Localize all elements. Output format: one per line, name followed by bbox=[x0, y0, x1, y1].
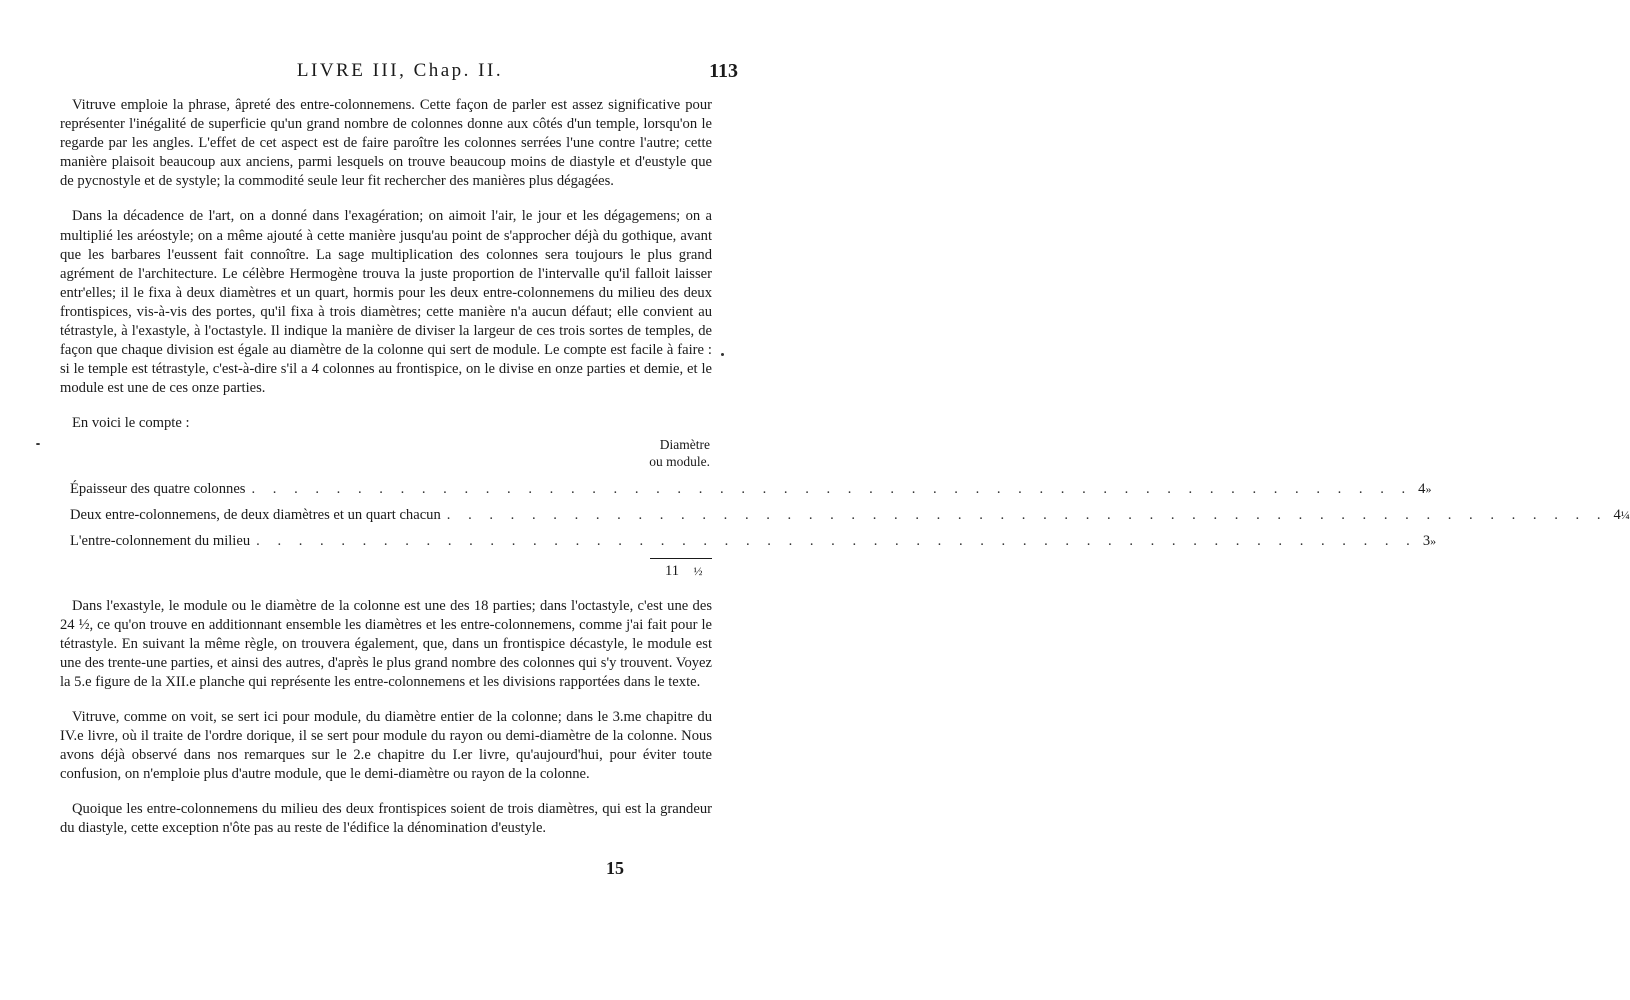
row-label: L'entre-colonnement du milieu bbox=[70, 532, 251, 549]
table-intro: En voici le compte : bbox=[72, 415, 190, 432]
page-header bbox=[60, 58, 740, 88]
row-fraction: » bbox=[1425, 481, 1432, 496]
paragraph-1: Vitruve emploie la phrase, âpreté des entre-colonnemens. Cette façon de parler est assez significative pour représenter l'inégalité de superficie qu'un grand nombre de colonnes donne aux côtés d'un temple, lorsqu'on le regarde par les angles. L'effet de cet aspect est de faire paroître les colonnes serrées l'une contre l'autre; cette manière plaisoit beaucoup aux anciens, parmi lesquels on trouve beaucoup moins de diastyle et d'eustyle que de pycnostyle et de systyle; la commodité seule leur fit rechercher des manières plus dégagées. bbox=[60, 97, 712, 190]
paragraph-5: Quoique les entre-colonnemens du milieu des deux frontispices soient de trois diamètres, qui est la grandeur du diastyle, cette exception n'ôte pas au reste de l'édifice la dénomination d'eustyle. bbox=[60, 801, 712, 837]
ink-speck bbox=[36, 443, 40, 445]
row-fraction: » bbox=[1430, 533, 1437, 548]
body-text bbox=[60, 96, 1630, 855]
paragraph-4: Vitruve, comme on voit, se sert ici pour module, du diamètre entier de la colonne; dans le 3.me chapitre du IV.e livre, où il traite de l'ordre dorique, il se sert pour module du rayon ou demi-diamètre de la colonne. Nous avons déjà observé dans nos remarques sur le 2.e chapitre du I.er livre, qu'aujourd'hui, pour éviter toute confusion, on n'emploie plus d'autre module, que le demi-diamètre ou rayon de la colonne. bbox=[60, 708, 712, 783]
total-value: 11 bbox=[664, 562, 680, 579]
table-row bbox=[60, 502, 1630, 528]
row-label: Épaisseur des quatre colonnes bbox=[70, 480, 246, 497]
table-total bbox=[60, 559, 712, 583]
table-row bbox=[60, 528, 1437, 554]
page-number: 113 bbox=[709, 60, 738, 82]
row-label: Deux entre-colonnemens, de deux diamètres et un quart chacun bbox=[70, 506, 441, 523]
table-header-line-1: Diamètre bbox=[659, 436, 710, 452]
leader-dots: . . . . . . . . . . . . . . . . . . . . . . . . . . . . . . . . . . . . . . . . . . . . . . . . . . . . . . . bbox=[256, 532, 1417, 549]
row-value: 4 bbox=[1418, 480, 1426, 497]
running-head: LIVRE III, Chap. II. bbox=[296, 60, 504, 81]
signature-mark: 15 bbox=[606, 858, 624, 878]
row-value: 3 bbox=[1422, 532, 1431, 549]
row-value: 4 bbox=[1613, 506, 1621, 523]
table-column-header bbox=[60, 436, 712, 470]
paragraph-2: Dans la décadence de l'art, on a donné dans l'exagération; on aimoit l'air, le jour et les dégagemens; on a multiplié les aréostyle; on a même ajouté à cette manière jusqu'au point de s'approcher déjà du gothique, avant que les barbares l'eussent fait connoître. La sage multiplication des colonnes sera toujours le plus grand agrément de l'architecture. Le célèbre Hermogène trouva la juste proportion de l'intervalle qu'il falloit laisser entr'elles; il le fixa à deux diamètres et un quart, hormis pour les deux entre-colonnemens du milieu des deux frontispices, vis-à-vis des portes, qu'il fixa à trois diamètres; cette manière n'a aucun défaut; elle convient au tétrastyle, à l'exastyle, à l'octastyle. Il indique la manière de diviser la largeur de ces trois sortes de temples, de façon que chaque division est égale au diamètre de la colonne qui sert de module. Le compte est facile à faire : si le temple est tétrastyle, c'est-à-dire s'il a 4 colonnes au frontispice, on le divise en onze parties et demie, et le module est une de ces onze parties. bbox=[60, 208, 712, 397]
row-fraction: ¼ bbox=[1620, 507, 1630, 522]
leader-dots: . . . . . . . . . . . . . . . . . . . . . . . . . . . . . . . . . . . . . . . . . . . . . . . . . . . . . . . bbox=[251, 480, 1413, 497]
table-row bbox=[60, 476, 1432, 502]
ink-speck bbox=[721, 353, 724, 356]
paragraph-3: Dans l'exastyle, le module ou le diamètre de la colonne est une des 18 parties; dans l'octastyle, c'est une des 24 ½, ce qu'on trouve en additionnant ensemble les diamètres et les entre-colonnemens, comme j'ai fait pour le tétrastyle. En suivant la même règle, on trouvera également, que, dans un frontispice décastyle, le module est une des trente-une parties, et ainsi des autres, d'après le plus grand nombre des colonnes qui s'y trouvent. Voyez la 5.e figure de la XII.e planche qui représente les entre-colonnemens et les divisions rapportées dans le texte. bbox=[60, 597, 712, 690]
module-count-table bbox=[60, 414, 1630, 582]
table-header-line-2: ou module. bbox=[649, 453, 710, 469]
leader-dots: . . . . . . . . . . . . . . . . . . . . . . . . . . . . . . . . . . . . . . . . . . . . . . . . . . . . . . . bbox=[446, 506, 1608, 523]
total-fraction: ½ bbox=[693, 563, 703, 578]
